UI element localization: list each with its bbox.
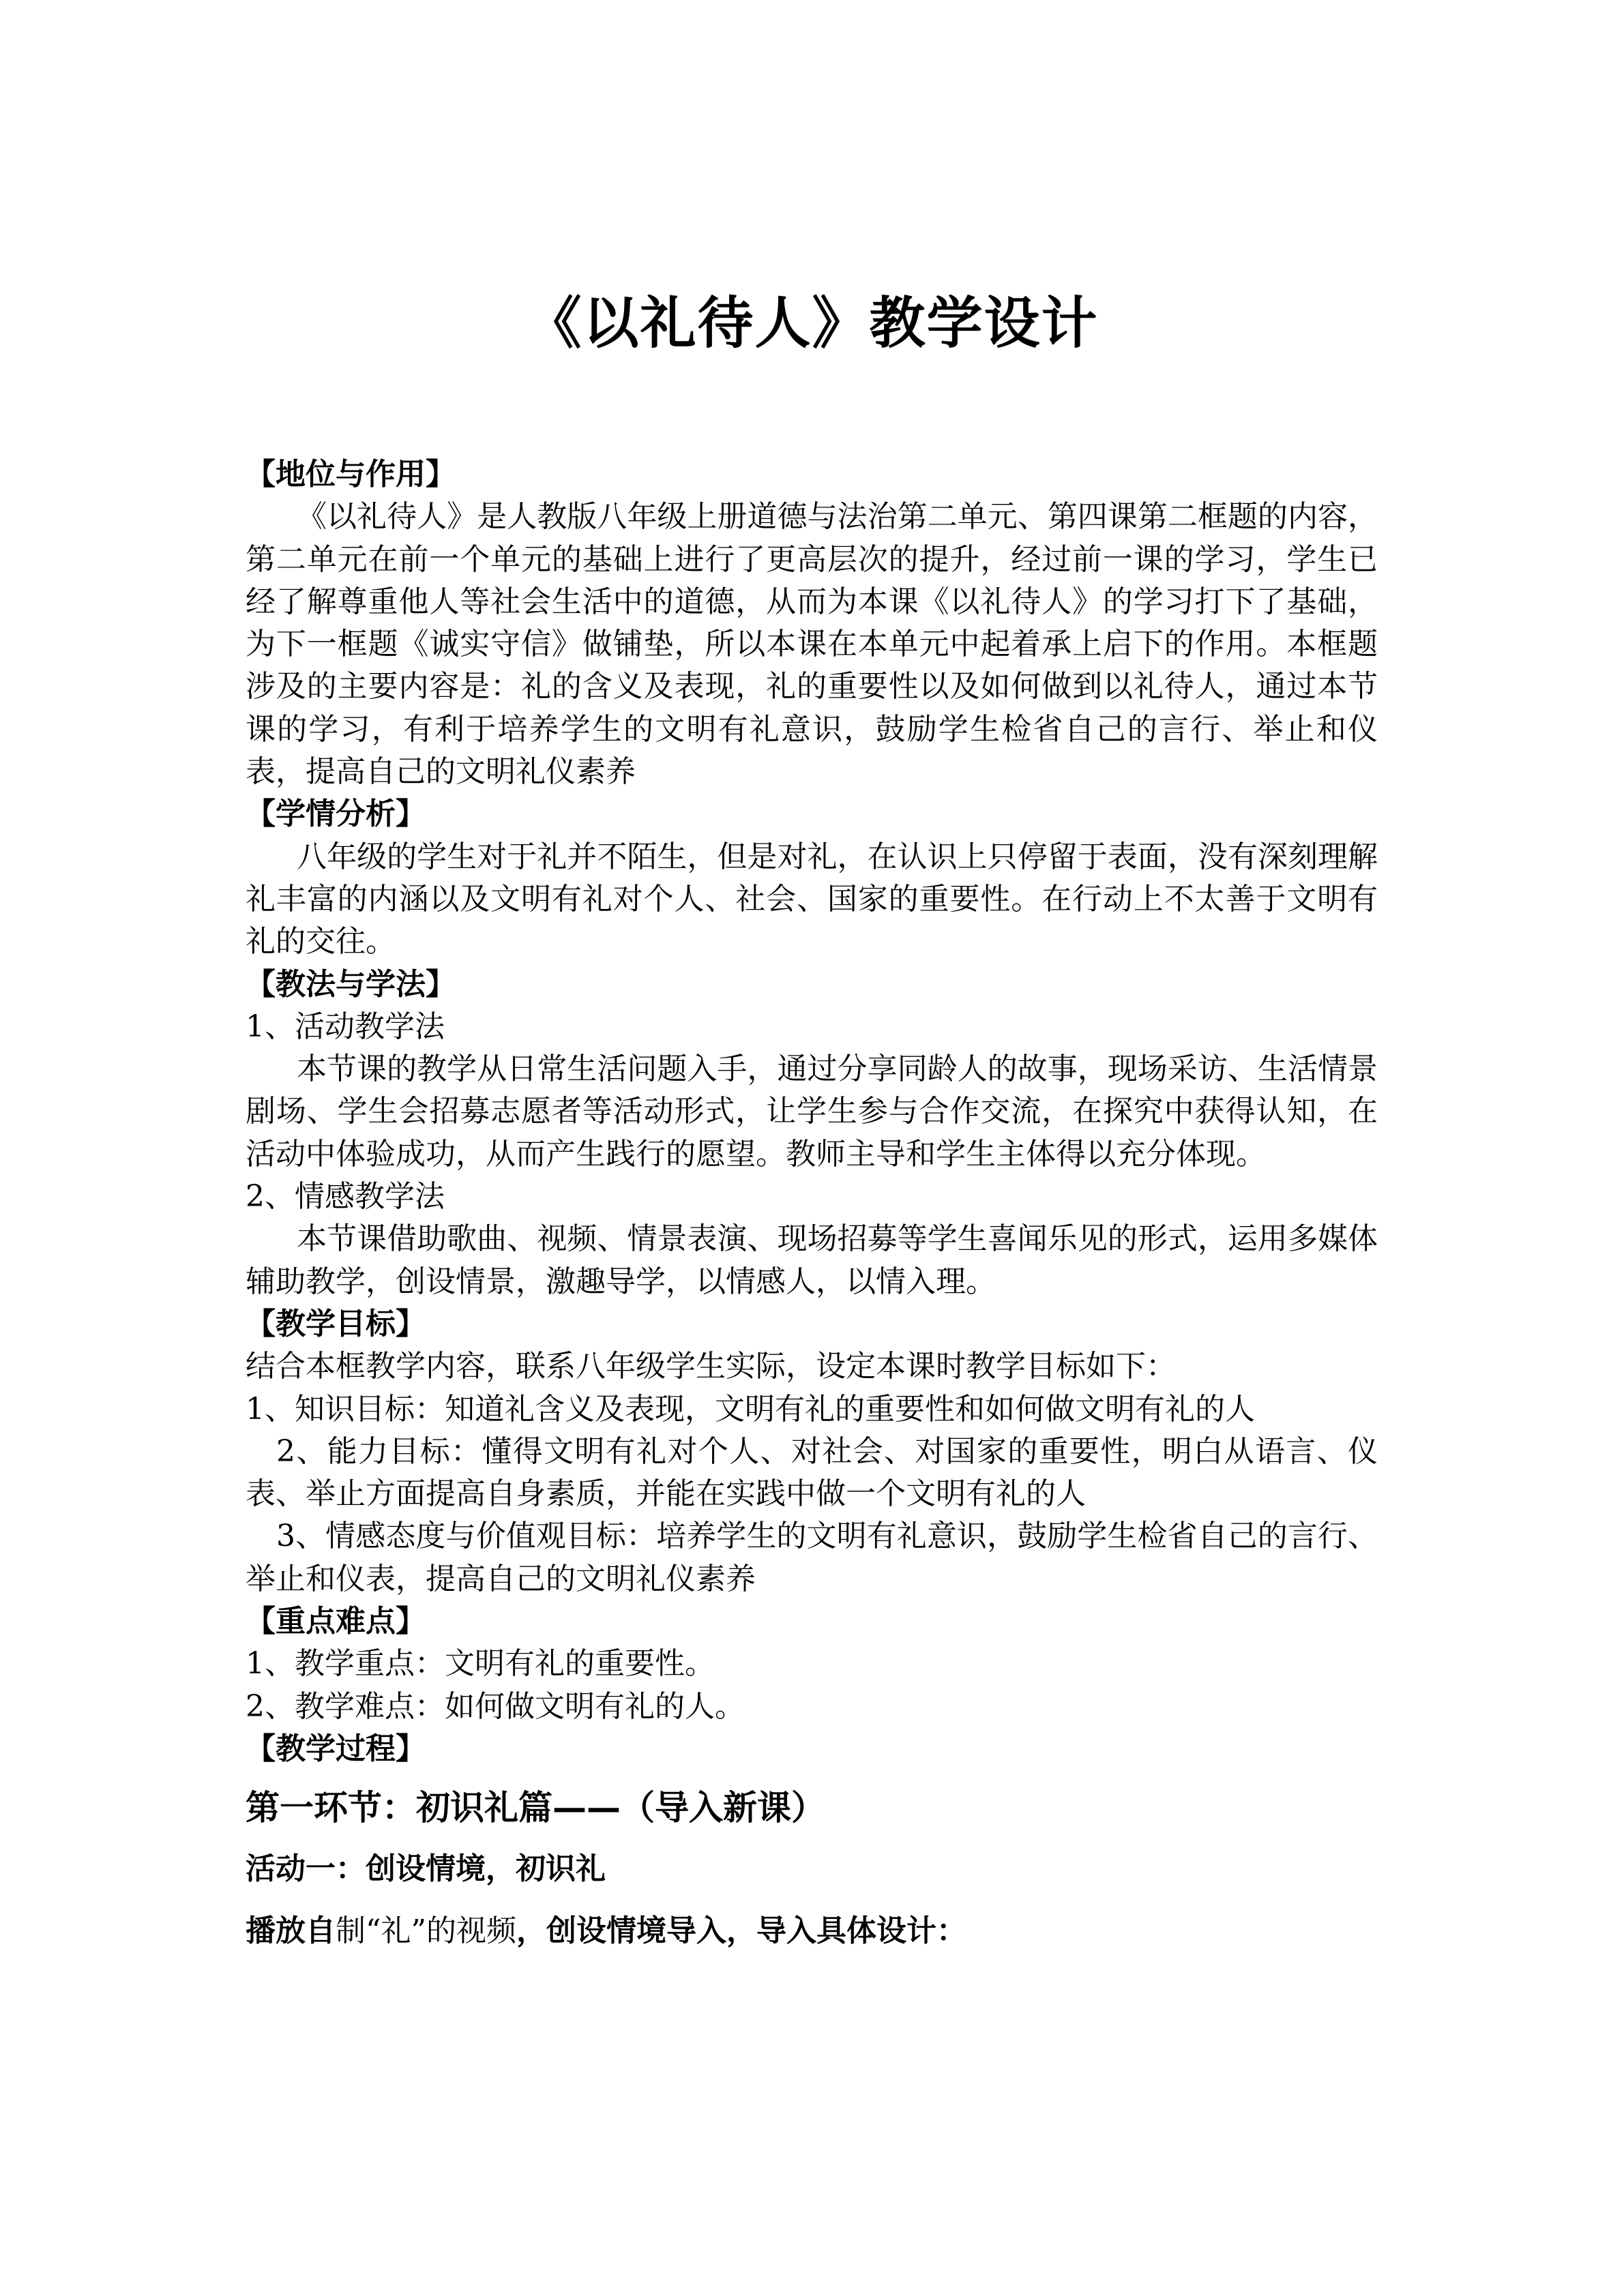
activity-1-title: 活动一：创设情境，初识礼 <box>246 1851 606 1887</box>
position-paragraph: 《以礼待人》是人教版八年级上册道德与法治第二单元、第四课第二框题的内容，第二单元在前一个单元的基础上进行了更高层次的提升，经过前一课的学习，学生已经了解尊重他人等社会生活中的道德，从而为本课《以礼待人》的学习打下了基础，为下一框题《诚实守信》做铺垫，所以本课在本单元中起着承上启下的作用。本框题涉及的主要内容是：礼的含义及表现，礼的重要性以及如何做到以礼待人，通过本节课的学习，有利于培养学生的文明有礼意识，鼓励学生检省自己的言行、举止和仪表，提高自己的文明礼仪素养 <box>246 499 1378 790</box>
goal-ability: 2、能力目标：懂得文明有礼对个人、对社会、对国家的重要性，明白从语言、仪表、举止方面提高自身素质，并能在实践中做一个文明有礼的人 <box>246 1433 1378 1512</box>
key-point-focus: 1、教学重点：文明有礼的重要性。 <box>246 1646 715 1682</box>
play-text-part-1: 播放自 <box>246 1913 336 1948</box>
section-heading-key-points: 【重点难点】 <box>246 1604 426 1639</box>
play-text-part-2: 制“礼”的视频 <box>336 1913 516 1948</box>
activity-1-description <box>246 1910 1378 1952</box>
goal-knowledge: 1、知识目标：知道礼含义及表现，文明有礼的重要性和如何做文明有礼的人 <box>246 1391 1255 1427</box>
play-text-part-3: ，创设情境导入，导入具体设计： <box>516 1913 966 1948</box>
method-item-1-text: 本节课的教学从日常生活问题入手，通过分享同龄人的故事，现场采访、生活情景剧场、学生会招募志愿者等活动形式，让学生参与合作交流，在探究中获得认知，在活动中体验成功，从而产生践行的愿望。教师主导和学生主体得以充分体现。 <box>246 1052 1378 1172</box>
stage-1-title: 第一环节：初识礼篇——（导入新课） <box>246 1788 825 1828</box>
method-item-2-title: 2、情感教学法 <box>246 1179 445 1214</box>
document-body <box>246 453 1378 1952</box>
key-point-difficulty: 2、教学难点：如何做文明有礼的人。 <box>246 1688 745 1724</box>
analysis-paragraph: 八年级的学生对于礼并不陌生，但是对礼，在认识上只停留于表面，没有深刻理解礼丰富的内涵以及文明有礼对个人、社会、国家的重要性。在行动上不太善于文明有礼的交往。 <box>246 839 1378 959</box>
method-item-2-text: 本节课借助歌曲、视频、情景表演、现场招募等学生喜闻乐见的形式，运用多媒体辅助教学，创设情景，激趣导学，以情感人，以情入理。 <box>246 1221 1378 1299</box>
section-heading-analysis: 【学情分析】 <box>246 796 426 832</box>
goals-intro: 结合本框教学内容，联系八年级学生实际，设定本课时教学目标如下： <box>246 1349 1176 1384</box>
document-title: 《以礼待人》教学设计 <box>525 291 1099 356</box>
section-heading-position: 【地位与作用】 <box>246 457 456 492</box>
goal-emotion: 3、情感态度与价值观目标：培养学生的文明有礼意识，鼓励学生检省自己的言行、举止和仪表，提高自己的文明礼仪素养 <box>246 1519 1378 1596</box>
section-heading-goals: 【教学目标】 <box>246 1306 426 1341</box>
section-heading-methods: 【教法与学法】 <box>246 966 456 1002</box>
method-item-1-title: 1、活动教学法 <box>246 1009 445 1044</box>
section-heading-process: 【教学过程】 <box>246 1731 426 1766</box>
